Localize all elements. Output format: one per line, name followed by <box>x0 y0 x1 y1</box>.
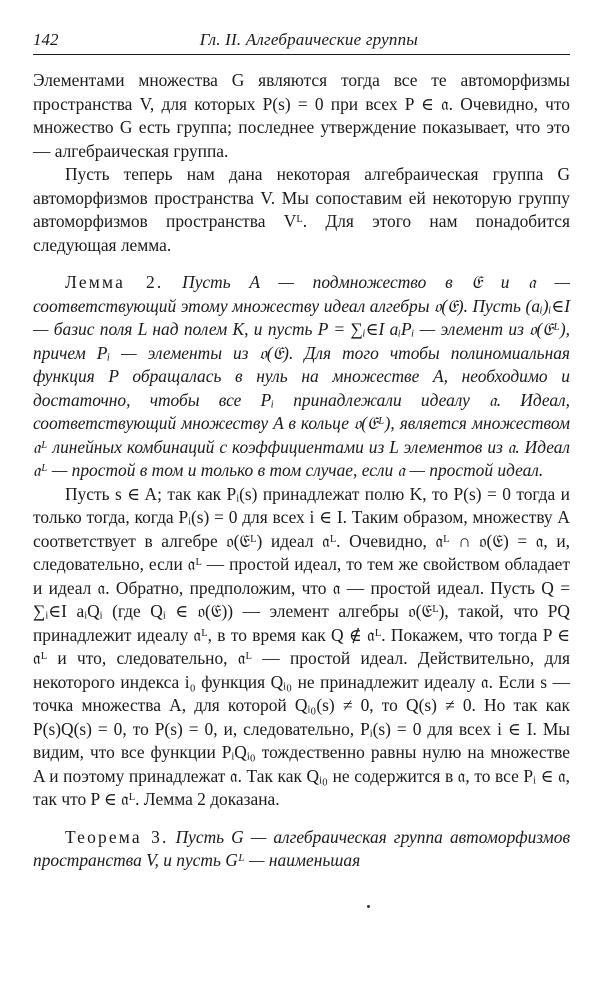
theorem-3 <box>33 826 570 873</box>
theorem-label: Теорема 3. <box>65 826 169 847</box>
page-number: 142 <box>33 30 59 49</box>
theorem-statement: Пусть G — алгебраическая группа автоморфизмов пространства V, и пусть Gᴸ — наименьшая <box>33 826 571 870</box>
page-header <box>33 28 570 55</box>
print-speck <box>367 905 370 908</box>
lemma-proof: Пусть s ∈ A; так как Pᵢ(s) принадлежат полю K, то P(s) = 0 тогда и только тогда, когда Pᵢ(s) = 0 для всех i ∈ I. Таким образом, множеству A соответствует в алгебре 𝔬(𝔈ᴸ) идеал 𝔞ᴸ. Очевидно, 𝔞ᴸ ∩ 𝔬(𝔈) = 𝔞, и, следовательно, если 𝔞ᴸ — простой идеал, то тем же свойством обладает и идеал 𝔞. Обратно, предположим, что 𝔞 — простой идеал. Пусть Q = ∑ᵢ∈I aᵢQᵢ (где Qᵢ ∈ 𝔬(𝔈)) — элемент алгебры 𝔬(𝔈ᴸ), такой, что PQ принадлежит идеалу 𝔞ᴸ, в то время как Q ∉ 𝔞ᴸ. Покажем, что тогда P ∈ 𝔞ᴸ и что, следовательно, 𝔞ᴸ — простой идеал. Действительно, для некоторого индекса i₀ функция Qᵢ₀ не принадлежит идеалу 𝔞. Если s — точка множества A, для которой Qᵢ₀(s) ≠ 0, то Q(s) ≠ 0. Но так как P(s)Q(s) = 0, то P(s) = 0, и, следовательно, Pᵢ(s) = 0 для всех i ∈ I. Мы видим, что все функции PᵢQᵢ₀ тождественно равны нулю на множестве A и поэтому принадлежат 𝔞. Так как Qᵢ₀ не содержится в 𝔞, то все Pᵢ ∈ 𝔞, так что P ∈ 𝔞ᴸ. Лемма 2 доказана. <box>33 483 570 809</box>
paragraph-2: Пусть теперь нам дана некоторая алгебраическая группа G автоморфизмов пространства V. Мы сопоставим ей некоторую группу автоморфизмов пространства Vᴸ. Для этого нам понадобится следующая лемма. <box>33 164 570 255</box>
paragraph-1: Элементами множества G являются тогда все те автоморфизмы пространства V, для которых P(s) = 0 при всех P ∈ 𝔞. Очевидно, что множество G есть группа; последнее утверждение показывает, что это — алгебраическая группа. <box>33 70 570 161</box>
lemma-statement: Пусть A — подмножество в 𝔈 и 𝔞 — соответствующий этому множеству идеал алгебры 𝔬(𝔈). Пусть (aᵢ)ᵢ∈I — базис поля L над полем K, и пусть P = ∑ᵢ∈I aᵢPᵢ — элемент из 𝔬(𝔈ᴸ), причем Pᵢ — элементы из 𝔬(𝔈). Для того чтобы полиномиальная функция P обращалась в нуль на множестве A, необходимо и достаточно, чтобы все Pᵢ принадлежали идеалу 𝔞. Идеал, соответствующий множеству A в кольце 𝔬(𝔈ᴸ), является множеством 𝔞ᴸ линейных комбинаций с коэффициентами из L элементов из 𝔞. Идеал 𝔞ᴸ — простой в том и только в том случае, если 𝔞 — простой идеал. <box>33 272 570 480</box>
page-body <box>33 69 570 873</box>
lemma-2 <box>33 271 570 483</box>
running-head: Гл. II. Алгебраические группы <box>199 30 418 49</box>
lemma-label: Лемма 2. <box>65 272 164 292</box>
